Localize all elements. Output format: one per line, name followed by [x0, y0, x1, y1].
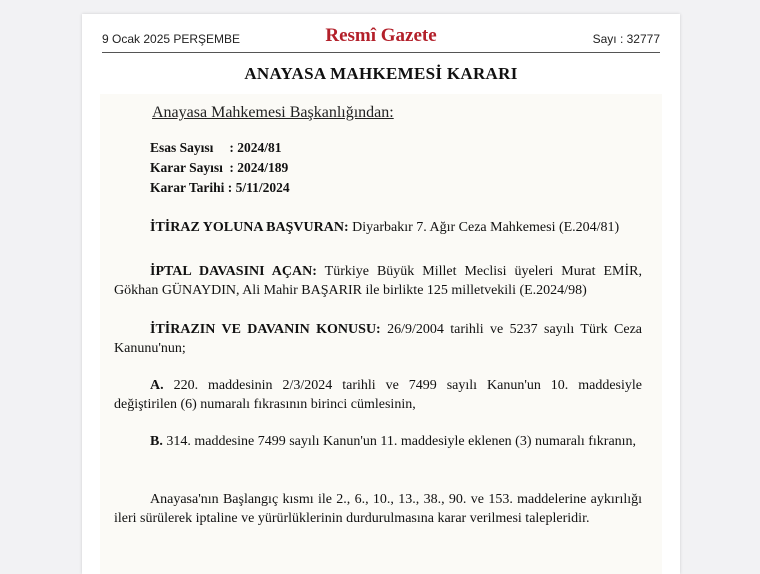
gazette-header — [102, 24, 660, 53]
subject-paragraph: İTİRAZIN VE DAVANIN KONUSU: 26/9/2004 tarihli ve 5237 sayılı Türk Ceza Kanunu'nun; — [114, 322, 642, 356]
scanned-decision-text — [100, 94, 662, 574]
case-meta — [150, 138, 290, 198]
applicant-paragraph: İTİRAZ YOLUNA BAŞVURAN: Diyarbakır 7. Ağır Ceza Mahkemesi (E.204/81) — [150, 220, 620, 235]
gazette-page — [82, 14, 680, 574]
case-number: Esas Sayısı : 2024/81 — [150, 140, 282, 155]
decision-number: Karar Sayısı : 2024/189 — [150, 160, 289, 175]
item-a-paragraph: A. 220. maddesinin 2/3/2024 tarihli ve 7499 sayılı Kanun'un 10. maddesiyle değiştirilen (6) numaralı fıkrasının birinci cümlesinin, — [114, 378, 642, 412]
issue-number: Sayı : 32777 — [592, 32, 660, 46]
request-paragraph: Anayasa'nın Başlangıç kısmı ile 2., 6., 10., 13., 38., 90. ve 153. maddelerine aykırılığı ileri sürülerek iptaline ve yürürlüklerinin durdurulmasına karar verilmesi talepleridir. — [114, 492, 642, 526]
issuing-authority: Anayasa Mahkemesi Başkanlığından: — [152, 104, 394, 121]
decision-date: Karar Tarihi : 5/11/2024 — [150, 180, 290, 195]
issue-date: 9 Ocak 2025 PERŞEMBE — [102, 32, 241, 46]
gazette-title: Resmî Gazete — [325, 25, 437, 46]
document-title: ANAYASA MAHKEMESİ KARARI — [244, 64, 518, 83]
item-b-paragraph: B. 314. maddesine 7499 sayılı Kanun'un 11. maddesiyle eklenen (3) numaralı fıkranın, — [150, 434, 637, 449]
plaintiff-paragraph: İPTAL DAVASINI AÇAN: Türkiye Büyük Millet Meclisi üyeleri Murat EMİR, Gökhan GÜNAYDIN, Ali Mahir BAŞARIR ile birlikte 125 milletvekili (E.2024/98) — [114, 264, 642, 298]
